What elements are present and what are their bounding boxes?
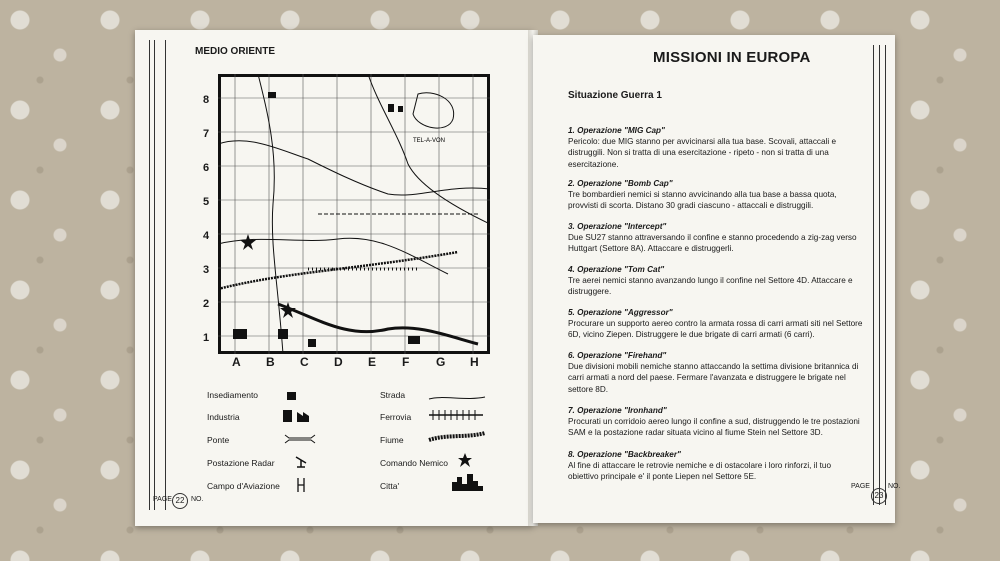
map-city-label: TEL-A-VON — [413, 138, 446, 144]
legend-label: Strada — [380, 390, 406, 400]
row-label: 7 — [203, 128, 210, 140]
settlement-icon — [285, 388, 299, 406]
no-label: NO. — [888, 483, 901, 490]
legend-label: Ferrovia — [380, 412, 412, 422]
legend-label: Ponte — [207, 435, 230, 445]
column-label: G — [436, 355, 446, 369]
right-page — [533, 35, 901, 523]
sector-map — [218, 74, 490, 354]
column-label: A — [232, 355, 241, 369]
row-label: 2 — [203, 298, 210, 310]
left-page — [135, 30, 533, 526]
legend-label: Industria — [207, 412, 240, 422]
operation-body: Pericolo: due MIG stanno per avvicinarsi alla tua base. Scovali, attaccali e distruggili. Non si tratta di una esercitazione - ripeto - non si tratta di una esercitazione. — [568, 137, 837, 169]
page-label: PAGE — [851, 483, 870, 490]
river-icon — [427, 430, 487, 449]
radar-icon — [294, 454, 308, 473]
page-number: 22 — [172, 493, 188, 509]
legend-label: Citta' — [380, 481, 400, 491]
operation-title: 4. Operazione "Tom Cat" — [568, 265, 665, 274]
operation-title: 5. Operazione "Aggressor" — [568, 308, 673, 317]
legend-label: Fiume — [380, 435, 404, 445]
railway-icon — [427, 408, 487, 427]
operation-item — [568, 125, 863, 170]
left-margin-rule-third — [165, 40, 166, 510]
column-label: E — [368, 355, 377, 369]
column-label: B — [266, 355, 275, 369]
legend-label: Comando Nemico — [380, 458, 449, 468]
star-icon — [457, 452, 473, 473]
left-margin-rule — [149, 40, 150, 510]
page-label: PAGE — [153, 496, 172, 503]
column-label: H — [470, 355, 479, 369]
right-margin-rule — [873, 45, 874, 505]
right-margin-rule-inner — [879, 45, 880, 505]
operation-item — [568, 178, 863, 212]
column-label: F — [402, 355, 410, 369]
row-label: 4 — [203, 230, 210, 242]
operation-title: 2. Operazione "Bomb Cap" — [568, 179, 673, 188]
operation-body: Due divisioni mobili nemiche stanno attaccando la settima divisione britannica di carri armati a nord del paese. Fermare l'avanzata e distruggere le brigate nel settore 8D. — [568, 362, 859, 394]
section-title: Situazione Guerra 1 — [568, 90, 662, 101]
row-label: 3 — [203, 264, 210, 276]
operation-body: Procurare un supporto aereo contro la armata rossa di carri armati siti nel Settore 6D, vicino Ziepen. Distruggere le due brigate di carri armati (6 carri). — [568, 319, 863, 340]
left-page-header: MEDIO ORIENTE — [195, 46, 276, 57]
operation-body: Tre bombardieri nemici si stanno avvicinando alla tua base a bassa quota, provvisti di scorta. Distano 30 gradi ciascuno - attaccali e distruggili. — [568, 190, 837, 211]
operation-title: 6. Operazione "Firehand" — [568, 351, 667, 360]
sector-map-graphic — [218, 74, 490, 354]
operation-title: 3. Operazione "Intercept" — [568, 222, 667, 231]
operation-body: Procurati un corridoio aereo lungo il confine a sud, distruggendo le tre postazioni SAM e la postazione radar situata vicino al fiume Stein nel Settore 3D. — [568, 417, 860, 438]
right-margin-rule-third — [885, 45, 886, 505]
operation-item — [568, 449, 863, 483]
operation-title: 8. Operazione "Backbreaker" — [568, 450, 681, 459]
operation-body: Al fine di attaccare le retrovie nemiche e di ostacolare i loro rinforzi, il tuo obiettivo principale e' il ponte Liepen nel Settore 5E. — [568, 461, 832, 482]
no-label: NO. — [191, 496, 204, 503]
right-page-header: MISSIONI IN EUROPA — [653, 49, 811, 66]
column-label: C — [300, 355, 309, 369]
row-label: 6 — [203, 162, 210, 174]
page-number: 23 — [871, 488, 887, 504]
airfield-icon — [295, 477, 307, 498]
operation-item — [568, 307, 863, 341]
row-label: 8 — [203, 94, 210, 106]
legend-label: Campo d'Aviazione — [207, 481, 280, 491]
operation-title: 7. Operazione "Ironhand" — [568, 406, 667, 415]
road-icon — [427, 390, 487, 408]
city-icon — [451, 472, 485, 497]
row-label: 1 — [203, 332, 210, 344]
operation-title: 1. Operazione "MIG Cap" — [568, 126, 665, 135]
bridge-icon — [283, 432, 317, 450]
legend-label: Insediamento — [207, 390, 259, 400]
column-label: D — [334, 355, 343, 369]
operation-body: Tre aerei nemici stanno avanzando lungo il confine nel Settore 4D. Attaccare e distruggere. — [568, 276, 853, 297]
industry-icon — [283, 408, 315, 427]
operation-item — [568, 221, 863, 255]
legend-label: Postazione Radar — [207, 458, 275, 468]
operation-body: Due SU27 stanno attraversando il confine e stanno procedendo a zig-zag verso Huttgart (Settore 8A). Attaccare e distruggerli. — [568, 233, 857, 254]
operation-item — [568, 350, 863, 395]
row-label: 5 — [203, 196, 210, 208]
left-margin-rule-inner — [154, 40, 155, 510]
operation-item — [568, 264, 863, 298]
operation-item — [568, 405, 863, 439]
